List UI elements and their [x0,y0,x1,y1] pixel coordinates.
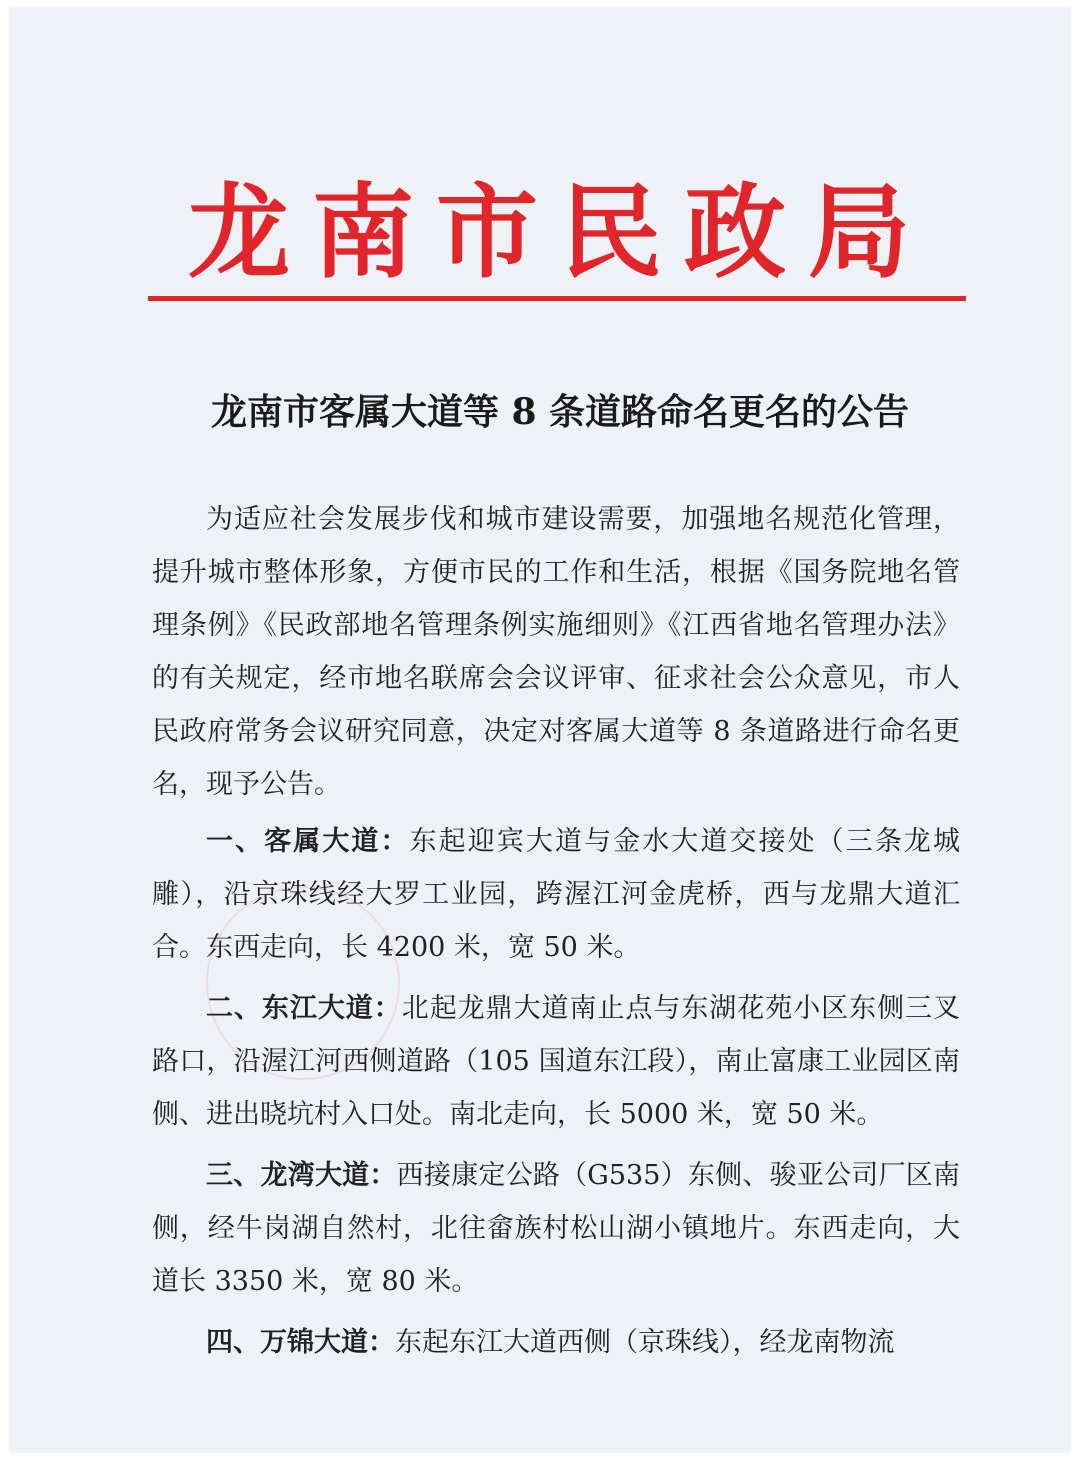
road-item-2 [152,982,960,1141]
document-body [152,493,960,1377]
intro-paragraph: 为适应社会发展步伐和城市建设需要，加强地名规范化管理，提升城市整体形象，方便市民的工作和生活，根据《国务院地名管理条例》《民政部地名管理条例实施细则》《江西省地名管理办法》的有关规定，经市地名联席会会议评审、征求社会公众意见，市人民政府常务会议研究同意，决定对客属大道等 8 条道路进行命名更名，现予公告。 [152,504,960,800]
road-item-4 [152,1316,960,1369]
road-item-4-label: 四、万锦大道： [206,1327,395,1358]
road-item-3 [152,1149,960,1308]
document-title: 龙南市客属大道等 8 条道路命名更名的公告 [210,391,910,433]
road-item-2-label: 二、东江大道： [206,993,402,1024]
road-item-3-text: 西接康定公路（G535）东侧、骏亚公司厂区南侧，经牛岗湖自然村，北往畲族村松山湖小镇地片。东西走向，大道长 3350 米，宽 80 米。 [152,1160,960,1297]
road-item-1-label: 一、客属大道： [206,826,410,857]
issuer-heading: 龙南市民政局 [188,173,932,293]
document-page [10,8,1070,1452]
road-item-1 [152,815,960,974]
road-item-4-text: 东起东江大道西侧（京珠线），经龙南物流 [395,1327,895,1358]
road-item-1-text: 东起迎宾大道与金水大道交接处（三条龙城雕），沿京珠线经大罗工业园，跨渥江河金虎桥，西与龙鼎大道汇合。东西走向，长 4200 米，宽 50 米。 [152,826,961,963]
red-header-rule [148,296,966,301]
road-item-3-label: 三、龙湾大道： [206,1160,397,1191]
road-item-2-text: 北起龙鼎大道南止点与东湖花苑小区东侧三叉路口，沿渥江河西侧道路（105 国道东江段），南止富康工业园区南侧、进出晓坑村入口处。南北走向，长 5000 米，宽 50 米。 [152,993,961,1130]
